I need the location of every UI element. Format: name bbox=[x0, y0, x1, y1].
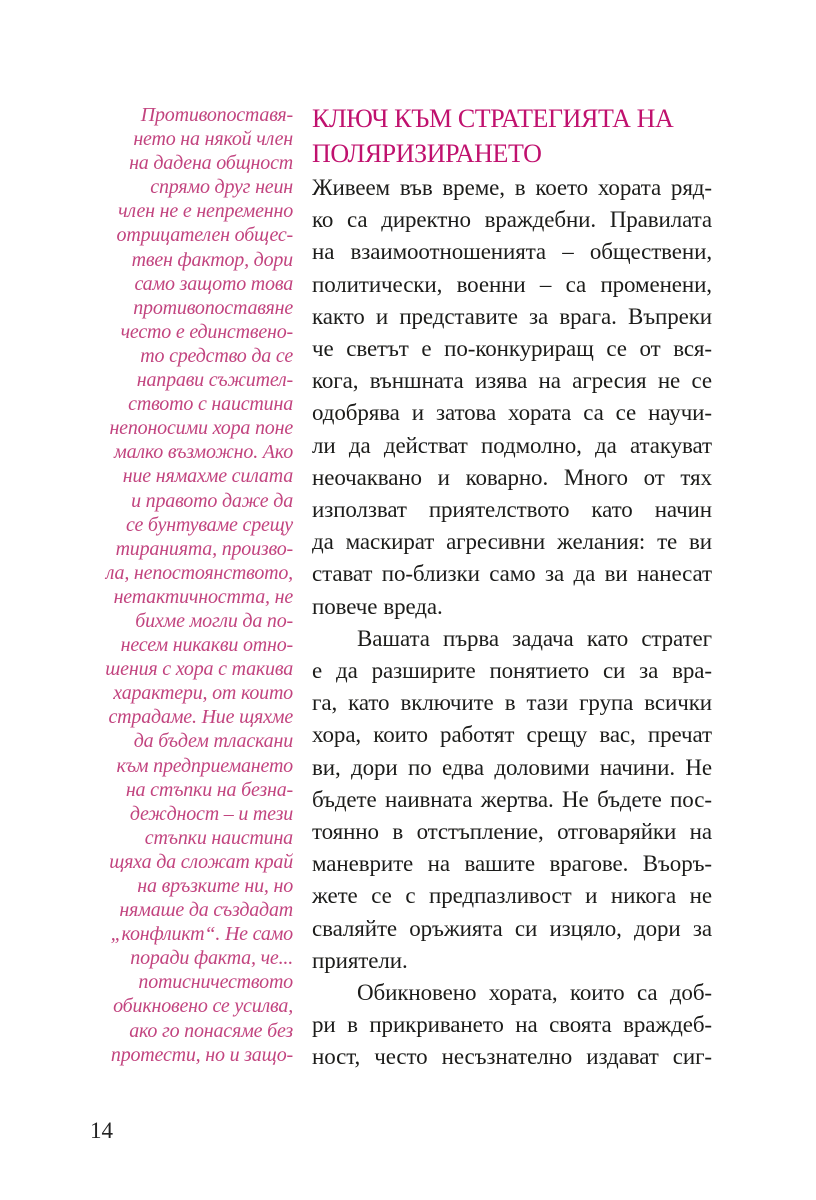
margin-note-line: тиранията, произво- bbox=[115, 537, 293, 560]
body-line: Вашата първа задача като стратег bbox=[357, 625, 712, 651]
margin-note-line: поради факта, че... bbox=[130, 947, 293, 970]
margin-note-line: шения с хора с такива bbox=[105, 658, 293, 681]
body-line: ност, често несъзнателно издават сиг- bbox=[312, 1044, 712, 1070]
body-line: Обикновено хората, които са доб- bbox=[357, 980, 712, 1006]
margin-note-line: несем никакви отно- bbox=[120, 634, 293, 657]
body-text bbox=[312, 172, 712, 1074]
margin-note-line: потисничеството bbox=[138, 971, 293, 994]
margin-note-line: твен фактор, дори bbox=[131, 248, 293, 271]
margin-note-line: щяха да сложат край bbox=[109, 850, 293, 873]
body-line: сваляйте оръжията си изцяло, дори за bbox=[312, 915, 712, 941]
main-column bbox=[312, 101, 712, 1074]
margin-note-line: ството с наистина bbox=[128, 393, 293, 416]
body-line: да маскират агресивни желания: те ви bbox=[312, 529, 712, 555]
body-line: неочаквано и коварно. Много от тях bbox=[312, 464, 712, 490]
page-number: 14 bbox=[90, 1118, 113, 1143]
margin-note-line: страдаме. Ние щяхме bbox=[108, 706, 293, 729]
margin-note-line: да бъдем тласкани bbox=[133, 730, 293, 753]
margin-note-line: на дадена общност bbox=[129, 152, 293, 175]
heading-line: ПОЛЯРИЗИРАНЕТО bbox=[312, 139, 542, 168]
margin-note-line: ла, непостоянството, bbox=[105, 561, 293, 584]
margin-note-line: обикновено се усилва, bbox=[113, 995, 293, 1018]
margin-note-line: деждност – и тези bbox=[129, 802, 293, 825]
margin-note-line: протести, но и защо- bbox=[110, 1043, 293, 1066]
body-line: Живеем във време, в което хората ряд- bbox=[312, 175, 712, 200]
margin-note-line: нетактичността, не bbox=[113, 585, 293, 608]
body-line: приятели. bbox=[312, 947, 408, 973]
margin-note-line: само защото това bbox=[134, 272, 293, 295]
body-line: ли да действат подмолно, да атакуват bbox=[312, 432, 712, 458]
body-line: използват приятелството като начин bbox=[312, 497, 712, 523]
body-line: хора, които работят срещу вас, пречат bbox=[312, 722, 712, 748]
margin-note-line: към предприемането bbox=[116, 754, 293, 777]
body-line: ви, дори по едва доловими начини. Не bbox=[312, 754, 712, 780]
margin-note-line: спрямо друг неин bbox=[150, 176, 293, 199]
body-line: жете се с предпазливост и никога не bbox=[312, 883, 712, 909]
section-heading bbox=[312, 101, 712, 171]
body-line: политически, военни – са променени, bbox=[312, 271, 712, 297]
margin-note-line: често е единствено- bbox=[120, 320, 293, 343]
margin-note-line: и правото даже да bbox=[131, 489, 293, 512]
body-line: тоянно в отстъпление, отговаряйки на bbox=[312, 819, 712, 845]
body-line: повече вреда. bbox=[312, 593, 443, 619]
margin-note-line: непоносими хора поне bbox=[109, 417, 293, 440]
margin-note-line: ние нямахме силата bbox=[122, 465, 293, 488]
margin-note-line: „конфликт“. Не само bbox=[110, 923, 293, 946]
body-line: га, като включите в тази група всички bbox=[312, 690, 712, 716]
body-line: както и представите за врага. Въпреки bbox=[312, 303, 712, 329]
margin-note-line: стъпки наистина bbox=[144, 826, 293, 849]
body-line: е да разширите понятието си за вра- bbox=[312, 658, 712, 684]
body-line: че светът е по-конкуриращ се от вся- bbox=[312, 336, 712, 362]
body-line: маневрите на вашите врагове. Въоръ- bbox=[312, 851, 712, 877]
margin-note-line: член не е непременно bbox=[118, 200, 293, 223]
body-line: ри в прикриването на своята враждеб- bbox=[312, 1012, 712, 1038]
margin-note-line: характери, от които bbox=[113, 682, 293, 705]
margin-note bbox=[75, 103, 293, 1067]
margin-note-line: то средство да се bbox=[140, 344, 293, 367]
margin-note-line: противопоставяне bbox=[133, 296, 293, 319]
body-line: на взаимоотношенията – обществени, bbox=[312, 239, 712, 265]
margin-note-line: ако го понасяме без bbox=[129, 1019, 293, 1042]
heading-line: КЛЮЧ КЪМ СТРАТЕГИЯТА НА bbox=[312, 104, 674, 133]
body-line: стават по-близки само за да ви нанесат bbox=[312, 561, 712, 587]
margin-note-line: бихме могли да по- bbox=[135, 609, 293, 632]
margin-note-line: на връзките ни, но bbox=[137, 875, 293, 897]
body-line: кога, външната изява на агресия не се bbox=[312, 368, 712, 394]
body-line: бъдете наивната жертва. Не бъдете пос- bbox=[312, 786, 712, 812]
margin-note-line: Противопоставя- bbox=[140, 104, 293, 126]
margin-note-line: малко възможно. Ако bbox=[114, 441, 293, 464]
margin-note-line: отрицателен общес- bbox=[116, 224, 293, 247]
body-line: одобрява и затова хората са се научи- bbox=[312, 400, 712, 426]
margin-note-line: нето на някой член bbox=[133, 128, 293, 151]
margin-note-line: на стъпки на безна- bbox=[125, 778, 293, 801]
margin-note-line: се бунтуваме срещу bbox=[126, 513, 293, 536]
margin-note-line: направи съжител- bbox=[136, 369, 293, 392]
body-line: ко са директно враждебни. Правилата bbox=[312, 207, 712, 233]
margin-note-line: нямаше да създадат bbox=[119, 899, 293, 922]
